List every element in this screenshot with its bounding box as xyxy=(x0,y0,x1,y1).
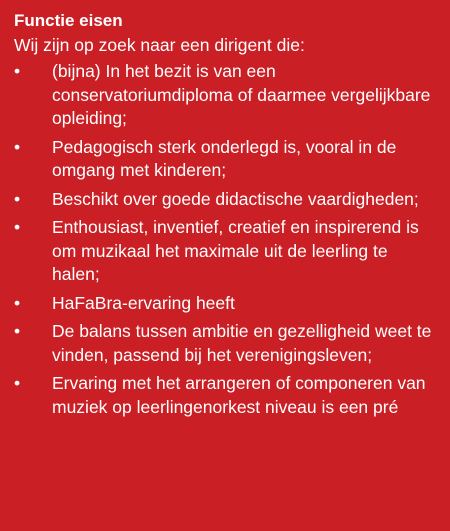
bullet-icon: • xyxy=(14,217,21,237)
list-item-text: HaFaBra-ervaring heeft xyxy=(52,292,235,313)
section-title: Functie eisen xyxy=(14,11,123,30)
bullet-icon: • xyxy=(14,292,21,313)
section-intro: Wij zijn op zoek naar een dirigent die: xyxy=(14,35,305,55)
list-item xyxy=(14,216,440,287)
bullet-icon: • xyxy=(14,188,21,209)
list-item xyxy=(14,188,440,212)
requirements-list xyxy=(14,60,440,419)
list-item-text: Ervaring met het arrangeren of componeren van muziek op leerlingenorkest niveau is een pré xyxy=(52,373,426,417)
bullet-icon: • xyxy=(14,373,21,393)
list-item xyxy=(14,372,440,419)
list-item-text: Enthousiast, inventief, creatief en inspirerend is om muzikaal het maximale uit de leerling te halen; xyxy=(52,217,419,284)
list-item-text: De balans tussen ambitie en gezelligheid weet te vinden, passend bij het verenigingsleven; xyxy=(52,321,432,365)
bullet-icon: • xyxy=(14,321,21,341)
bullet-icon: • xyxy=(14,136,21,157)
list-item-text: Beschikt over goede didactische vaardigheden; xyxy=(52,188,419,209)
list-item xyxy=(14,292,440,316)
list-item-text: (bijna) In het bezit is van een conservatoriumdiploma of daarmee vergelijkbare opleiding; xyxy=(52,61,431,128)
list-item xyxy=(14,60,440,131)
list-item xyxy=(14,136,440,183)
bullet-icon: • xyxy=(14,61,21,81)
list-item xyxy=(14,320,440,367)
list-item-text: Pedagogisch sterk onderlegd is, vooral in de omgang met kinderen; xyxy=(52,136,397,180)
